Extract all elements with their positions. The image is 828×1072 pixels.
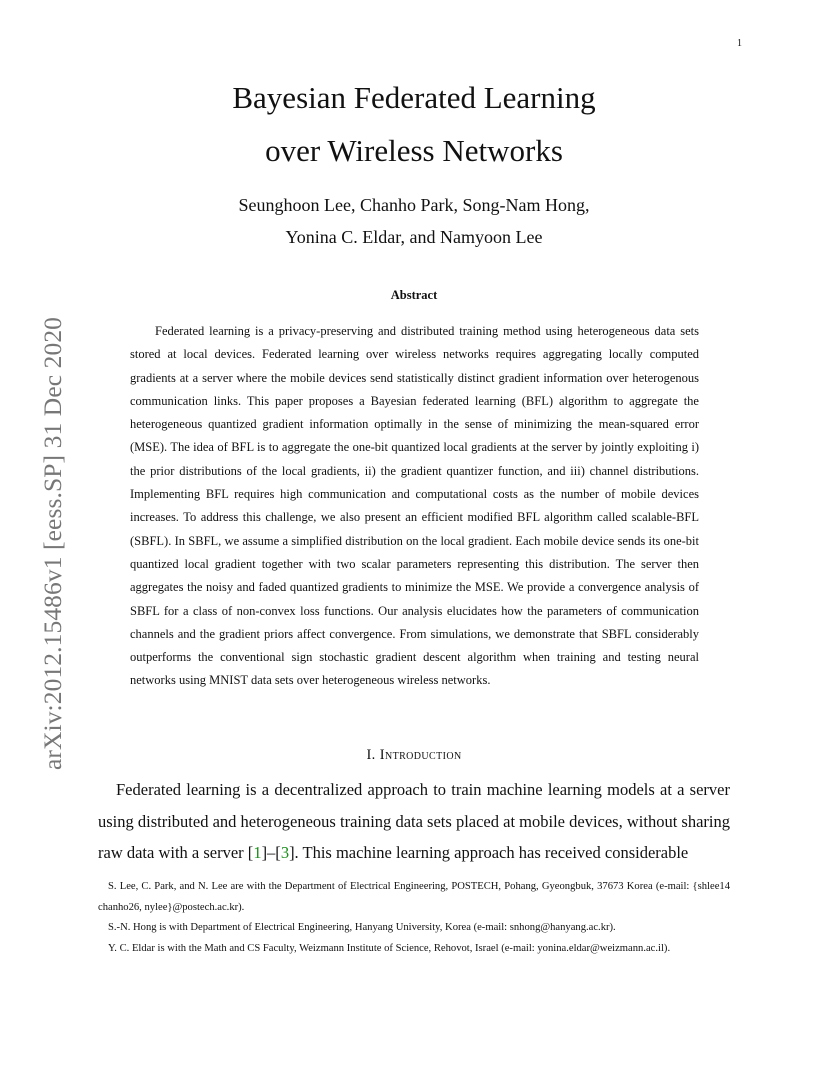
intro-paragraph <box>98 774 730 869</box>
title-line-2: over Wireless Networks <box>265 133 563 168</box>
intro-dash: ]–[ <box>261 843 281 862</box>
footnote-affiliation-weizmann: Y. C. Eldar is with the Math and CS Faculty, Weizmann Institute of Science, Rehovot, Israel (e-mail: yonina.eldar@weizmann.ac.il). <box>108 943 671 954</box>
citation-link-1[interactable]: 1 <box>253 843 262 862</box>
footnote-affiliation-hanyang: S.-N. Hong is with Department of Electrical Engineering, Hanyang University, Korea (e-mail: snhong@hanyang.ac.kr). <box>108 922 616 933</box>
footnote-affiliation-postech: S. Lee, C. Park, and N. Lee are with the Department of Electrical Engineering, POSTECH, Pohang, Gyeongbuk, 37673 Korea (e-mail: {shlee14 chanho26, nylee}@postech.ac.kr). <box>98 881 730 913</box>
arxiv-identifier: arXiv:2012.15486v1 [eess.SP] 31 Dec 2020 <box>38 316 67 770</box>
title-line-1: Bayesian Federated Learning <box>232 80 596 115</box>
abstract-body: Federated learning is a privacy-preserving and distributed training method using heterogeneous data sets stored at local devices. Federated learning over wireless networks requires aggregating locally computed gradients at a server where the mobile devices send statistically distinct gradient information over heterogenous communication links. This paper proposes a Bayesian federated learning (BFL) algorithm to aggregate the heterogeneous quantized gradient information optimally in the sense of minimizing the mean-squared error (MSE). The idea of BFL is to aggregate the one-bit quantized local gradients at the server by jointly exploiting i) the prior distributions of the local gradients, ii) the gradient quantizer function, and iii) channel distributions. Implementing BFL requires high communication and computational costs as the number of mobile devices increases. To address this challenge, we also present an efficient modified BFL algorithm called scalable-BFL (SBFL). In SBFL, we assume a simplified distribution on the local gradient. Each mobile device sends its one-bit quantized local gradient together with two scalar parameters representing this distribution. The server then aggregates the noisy and faded quantized gradients to minimize the MSE. We provide a convergence analysis of SBFL for a class of non-convex loss functions. Our analysis elucidates how the parameters of communication channels and the gradient priors affect convergence. From simulations, we demonstrate that SBFL considerably outperforms the conventional sign stochastic gradient descent algorithm when training and testing neural networks using MNIST data sets over heterogeneous wireless networks. <box>130 324 699 688</box>
authors-line-2: Yonina C. Eldar, and Namyoon Lee <box>285 227 543 247</box>
page-number: 1 <box>737 38 742 49</box>
citation-link-3[interactable]: 3 <box>280 843 290 862</box>
section-heading: I. Introduction <box>366 747 462 763</box>
authors-line-1: Seunghoon Lee, Chanho Park, Song-Nam Hong, <box>238 195 590 215</box>
abstract-heading: Abstract <box>390 288 438 302</box>
intro-text-2: ]. This machine learning approach has received considerable <box>289 843 689 862</box>
intro-text-1: Federated learning is a decentralized approach to train machine learning models at a server using distributed and heterogeneous training data sets placed at mobile devices, without sharing raw data with a server [ <box>98 780 730 862</box>
